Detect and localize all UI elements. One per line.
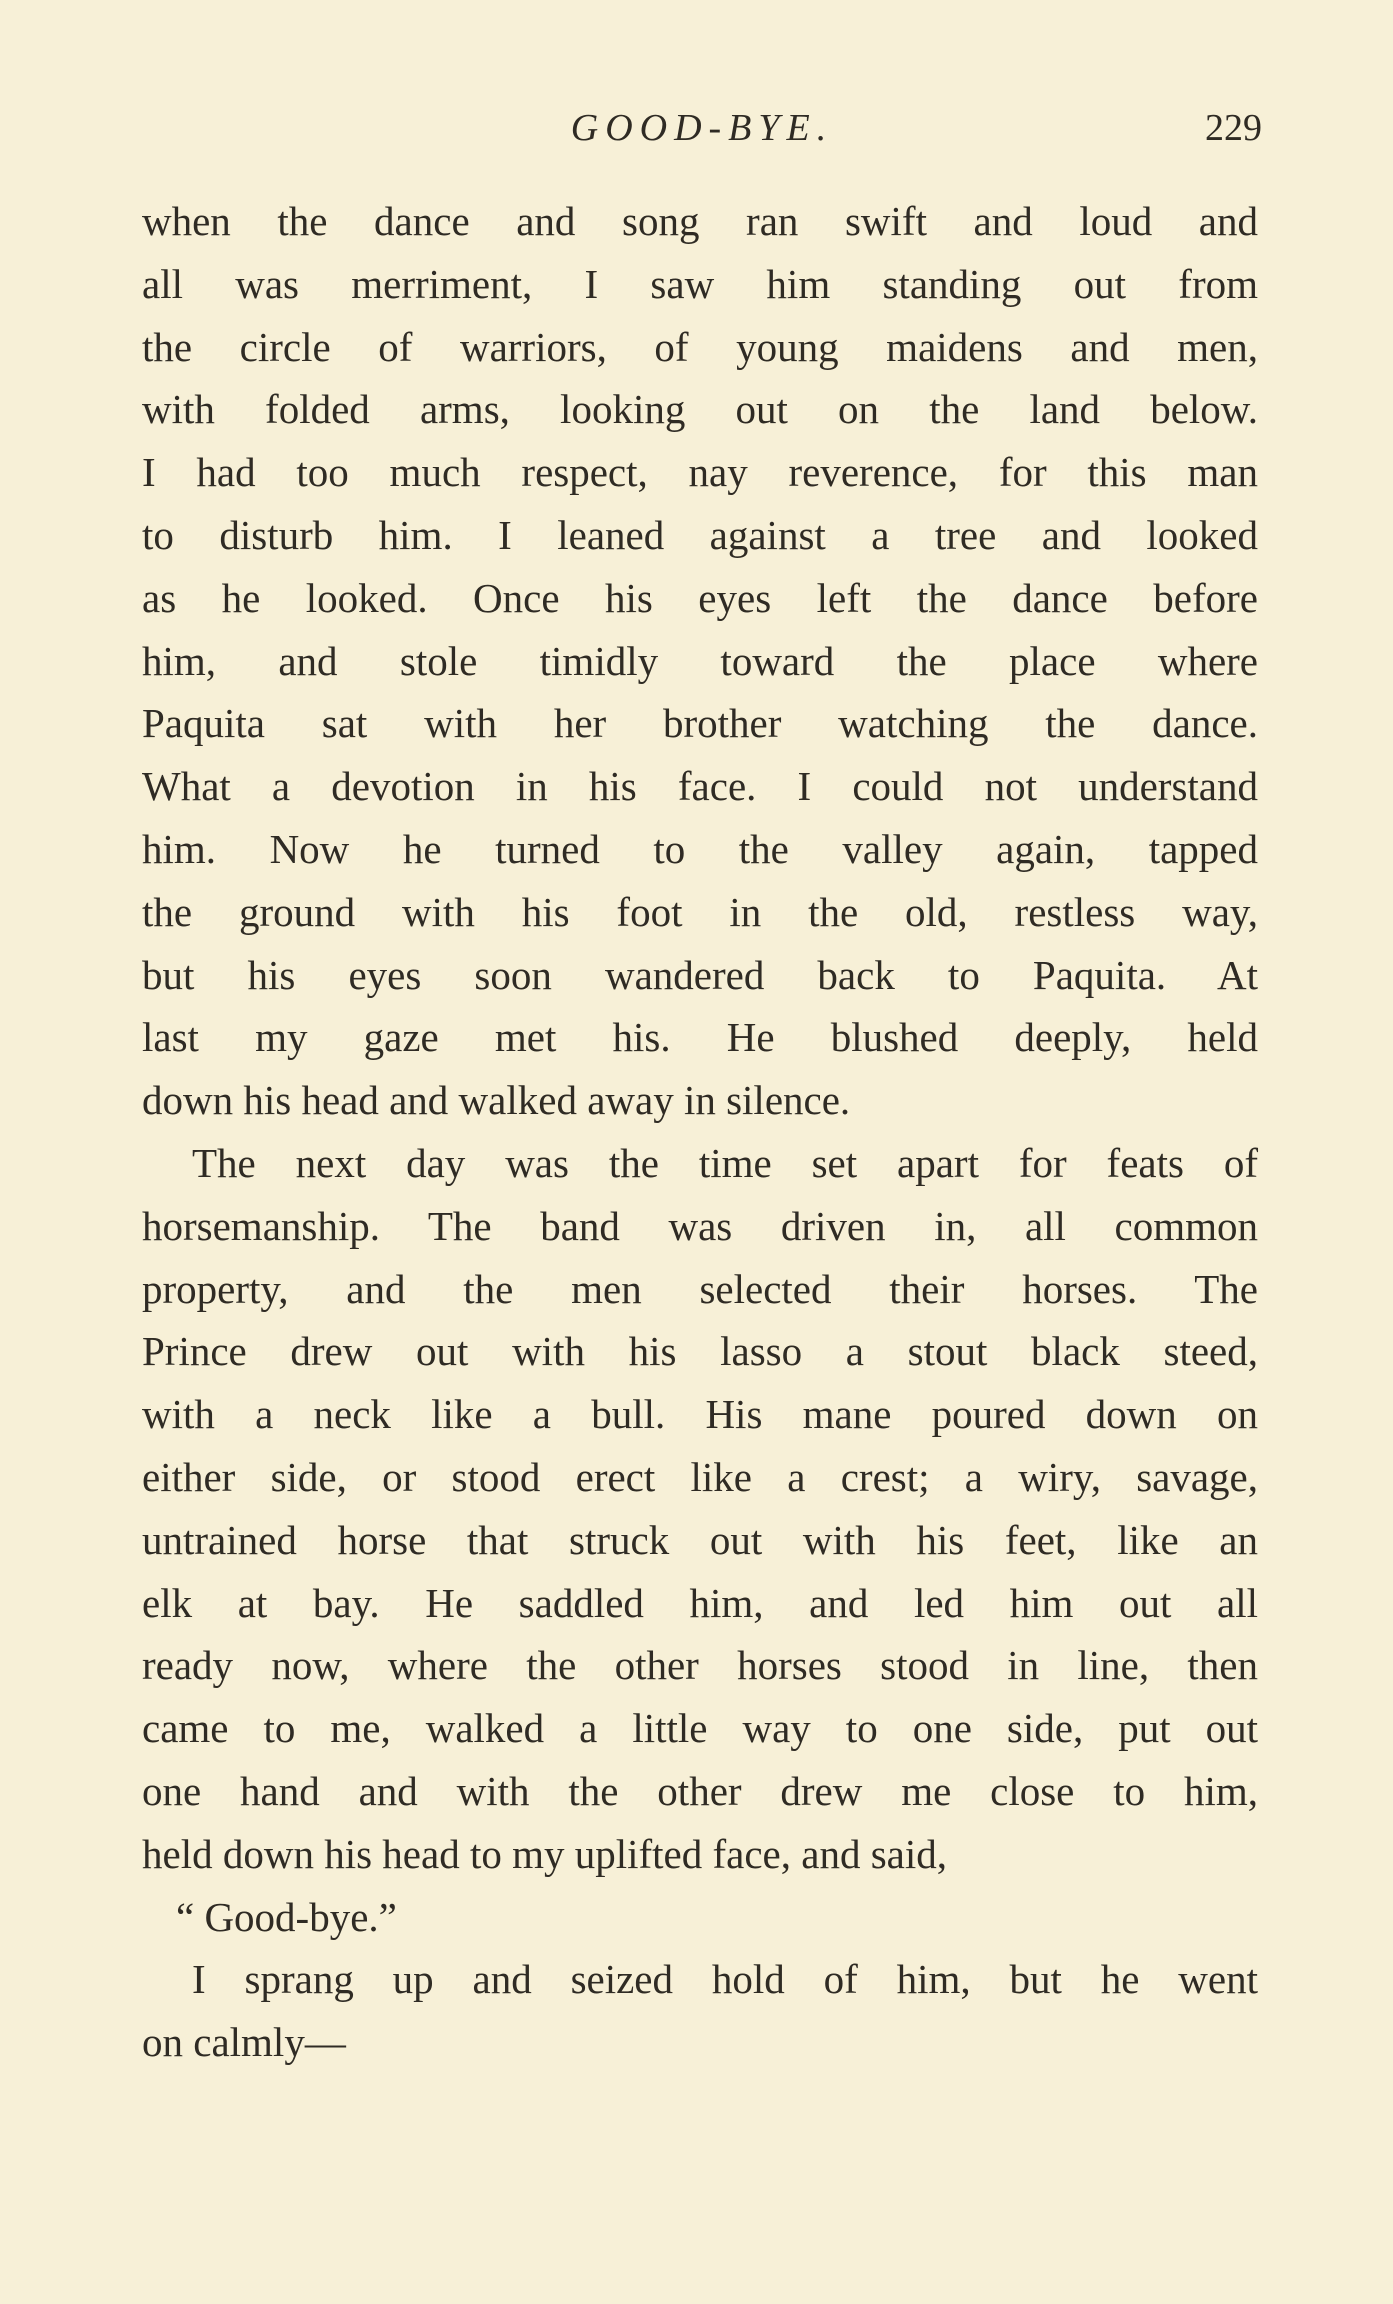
text-line: him. Now he turned to the valley again, tapped <box>142 825 1258 872</box>
text-line: Prince drew out with his lasso a stout black steed, <box>142 1328 1258 1375</box>
text-line: property, and the men selected their horses. The <box>142 1265 1258 1312</box>
running-head <box>142 100 1262 160</box>
text-line: with folded arms, looking out on the land below. <box>142 386 1258 433</box>
text-line: Paquita sat with her brother watching the dance. <box>142 700 1258 747</box>
text-line: him, and stole timidly toward the place where <box>142 637 1258 684</box>
text-line: held down his head to my uplifted face, and said, <box>142 1830 947 1877</box>
text-line: with a neck like a bull. His mane poured down on <box>142 1391 1258 1438</box>
text-line: elk at bay. He saddled him, and led him out all <box>142 1579 1258 1626</box>
text-line: either side, or stood erect like a crest; a wiry, savage, <box>142 1453 1258 1500</box>
text-line: I sprang up and seized hold of him, but he went <box>192 1956 1258 2003</box>
text-line: the ground with his foot in the old, restless way, <box>142 888 1258 935</box>
text-line: all was merriment, I saw him standing out from <box>142 260 1258 307</box>
text-line: one hand and with the other drew me close to him, <box>142 1767 1258 1814</box>
text-line: came to me, walked a little way to one side, put out <box>142 1705 1258 1752</box>
dialogue-line: “ Good-bye.” <box>176 1893 397 1940</box>
text-line: The next day was the time set apart for feats of <box>192 1139 1258 1186</box>
text-line: when the dance and song ran swift and loud and <box>142 198 1258 244</box>
text-line: untrained horse that struck out with his feet, like an <box>142 1516 1258 1563</box>
text-line: on calmly— <box>142 2019 346 2066</box>
running-title: GOOD-BYE. <box>570 107 834 149</box>
text-line: last my gaze met his. He blushed deeply, held <box>142 1014 1258 1061</box>
text-line: but his eyes soon wandered back to Paquita. At <box>142 951 1258 998</box>
text-line: horsemanship. The band was driven in, all common <box>142 1202 1258 1249</box>
page-number: 229 <box>1205 107 1262 149</box>
text-line: ready now, where the other horses stood in line, then <box>142 1642 1258 1689</box>
text-line: the circle of warriors, of young maidens and men, <box>142 323 1258 370</box>
body-text <box>142 190 1258 2074</box>
text-line: What a devotion in his face. I could not understand <box>142 763 1258 810</box>
text-line: to disturb him. I leaned against a tree and looked <box>142 511 1258 558</box>
text-line: as he looked. Once his eyes left the dance before <box>142 574 1258 621</box>
text-line: down his head and walked away in silence. <box>142 1077 851 1124</box>
text-line: I had too much respect, nay reverence, for this man <box>142 449 1258 496</box>
